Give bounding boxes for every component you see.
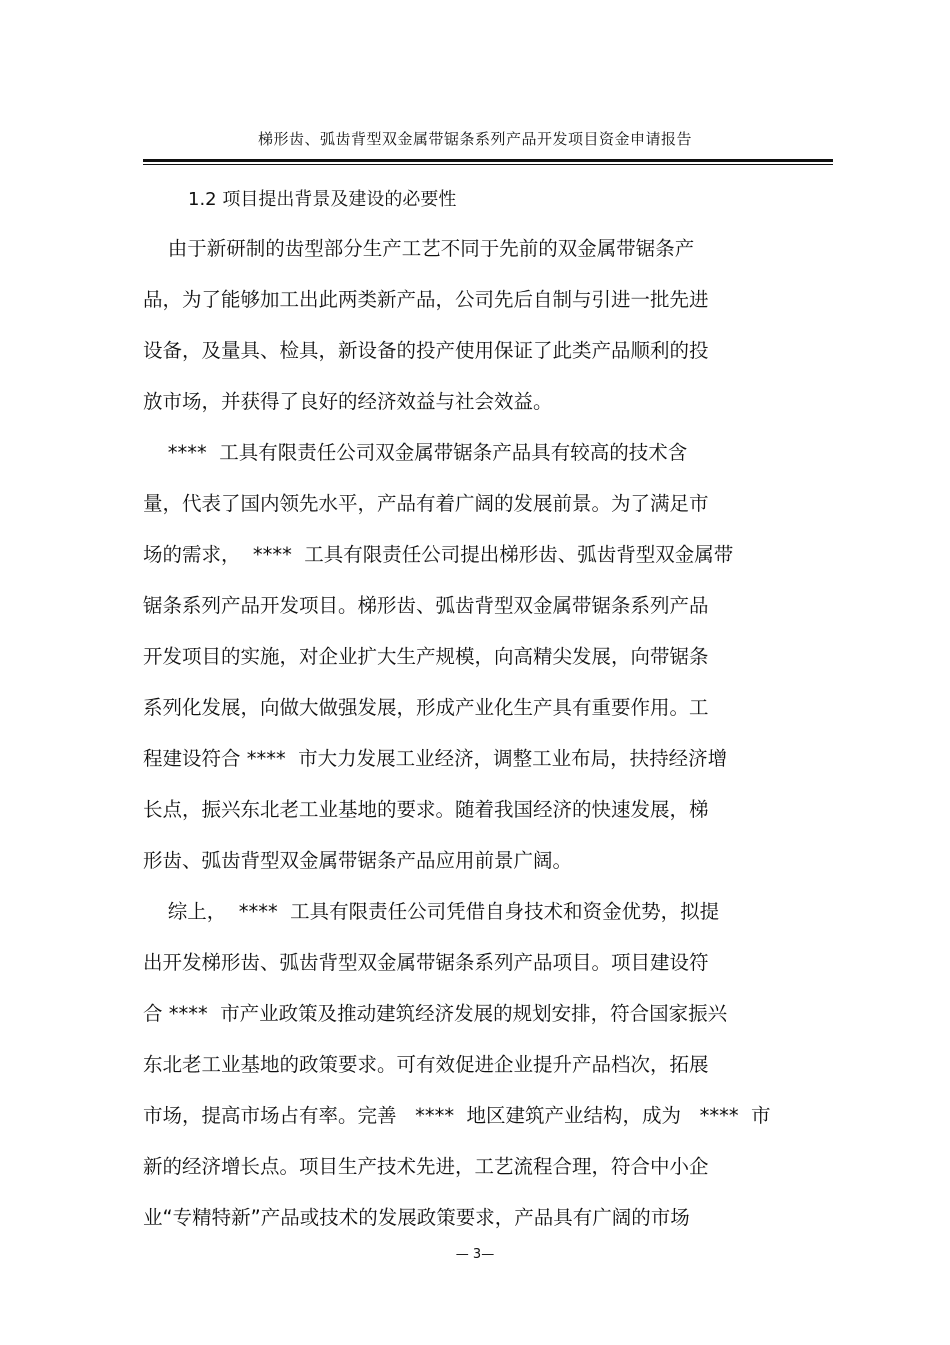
text-line: 程建设符合 **** 市大力发展工业经济，调整工业布局，扶持经济增 — [143, 747, 728, 770]
text-line: **** 工具有限责任公司双金属带锯条产品具有较高的技术含 — [143, 441, 688, 464]
text-line: 长点，振兴东北老工业基地的要求。随着我国经济的快速发展，梯 — [143, 798, 709, 821]
section-heading: 1.2 项目提出背景及建设的必要性 — [188, 189, 457, 210]
body-text — [143, 233, 833, 1253]
text-line: 综上， **** 工具有限责任公司凭借自身技术和资金优势，拟提 — [143, 900, 720, 923]
running-header: 梯形齿、弧齿背型双金属带锯条系列产品开发项目资金申请报告 — [257, 130, 692, 148]
text-line: 东北老工业基地的政策要求。可有效促进企业提升产品档次，拓展 — [143, 1053, 709, 1076]
text-line: 量，代表了国内领先水平，产品有着广阔的发展前景。为了满足市 — [143, 492, 709, 515]
text-line: 出开发梯形齿、弧齿背型双金属带锯条系列产品项目。项目建设符 — [143, 951, 709, 974]
text-line: 形齿、弧齿背型双金属带锯条产品应用前景广阔。 — [143, 849, 573, 872]
page-number: — 3— — [455, 1247, 495, 1262]
text-line: 开发项目的实施，对企业扩大生产规模，向高精尖发展，向带锯条 — [143, 645, 709, 668]
text-line: 系列化发展，向做大做强发展，形成产业化生产具有重要作用。工 — [143, 696, 709, 719]
text-line: 新的经济增长点。项目生产技术先进，工艺流程合理，符合中小企 — [143, 1155, 709, 1178]
text-line: 设备，及量具、检具，新设备的投产使用保证了此类产品顺利的投 — [143, 339, 709, 362]
text-line: 品，为了能够加工出此两类新产品，公司先后自制与引进一批先进 — [143, 288, 709, 311]
text-line: 由于新研制的齿型部分生产工艺不同于先前的双金属带锯条产 — [143, 237, 695, 260]
header-rule-thin — [143, 164, 833, 165]
text-line: 放市场，并获得了良好的经济效益与社会效益。 — [143, 390, 553, 413]
text-line: 市场，提高市场占有率。完善 **** 地区建筑产业结构，成为 **** 市 — [143, 1104, 771, 1127]
header-rule-thick — [143, 159, 833, 162]
text-line: 锯条系列产品开发项目。梯形齿、弧齿背型双金属带锯条系列产品 — [143, 594, 709, 617]
text-line: 场的需求， **** 工具有限责任公司提出梯形齿、弧齿背型双金属带 — [143, 543, 734, 566]
text-line: 合 **** 市产业政策及推动建筑经济发展的规划安排，符合国家振兴 — [143, 1002, 728, 1025]
text-line: 业“专精特新”产品或技术的发展政策要求，产品具有广阔的市场 — [143, 1206, 690, 1229]
